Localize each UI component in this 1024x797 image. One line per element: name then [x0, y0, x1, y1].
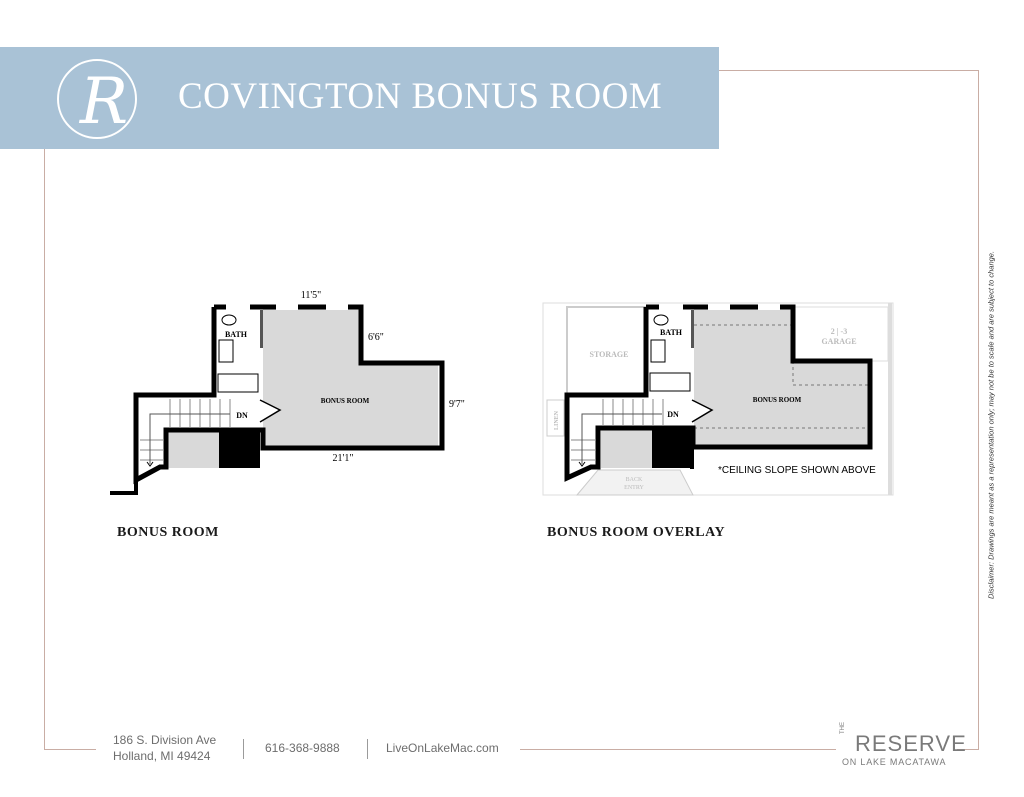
address-line1: 186 S. Division Ave — [113, 733, 217, 747]
left-plan-caption: BONUS ROOM — [117, 525, 219, 540]
website-link[interactable]: LiveOnLakeMac.com — [386, 741, 499, 755]
right-label-garage-top: 2 | -3 — [830, 327, 848, 336]
disclaimer — [986, 230, 996, 620]
left-dim-notch: 6'6" — [368, 332, 384, 343]
right-label-entry: ENTRY — [624, 485, 644, 491]
left-label-room: BONUS ROOM — [320, 397, 370, 405]
left-label-bath: BATH — [224, 330, 248, 339]
logo-letter: R — [79, 65, 129, 139]
right-plan-caption: BONUS ROOM OVERLAY — [547, 525, 726, 540]
right-label-room: BONUS ROOM — [752, 396, 802, 404]
brand-subtitle: ON LAKE MACATAWA — [842, 757, 947, 767]
footer-separator-2 — [367, 739, 368, 759]
brand-the: THE — [840, 722, 846, 734]
left-dim-right: 9'7" — [449, 399, 465, 410]
left-dim-top: 11'5" — [300, 290, 322, 301]
right-label-back: BACK — [625, 477, 643, 483]
disclaimer-text: Disclaimer: Drawings are meant as a representation only; may not be to scale and are subject to change. — [986, 250, 996, 600]
page-title: COVINGTON BONUS ROOM — [178, 76, 663, 117]
right-label-bath: BATH — [659, 328, 683, 337]
right-floor-plan — [543, 303, 893, 495]
right-note: *CEILING SLOPE SHOWN ABOVE — [718, 465, 876, 476]
right-label-stairs: DN — [667, 410, 679, 419]
right-label-garage: GARAGE — [821, 337, 857, 346]
brand-name: RESERVE — [855, 731, 967, 756]
left-label-stairs: DN — [236, 411, 248, 420]
footer-separator-1 — [243, 739, 244, 759]
right-label-linen: LINEN — [554, 410, 560, 430]
left-dim-bottom: 21'1" — [332, 453, 354, 464]
address-line2: Holland, MI 49424 — [113, 749, 211, 763]
phone-number[interactable]: 616-368-9888 — [265, 741, 340, 755]
left-floor-plan — [110, 290, 465, 493]
right-label-storage: STORAGE — [589, 350, 629, 359]
